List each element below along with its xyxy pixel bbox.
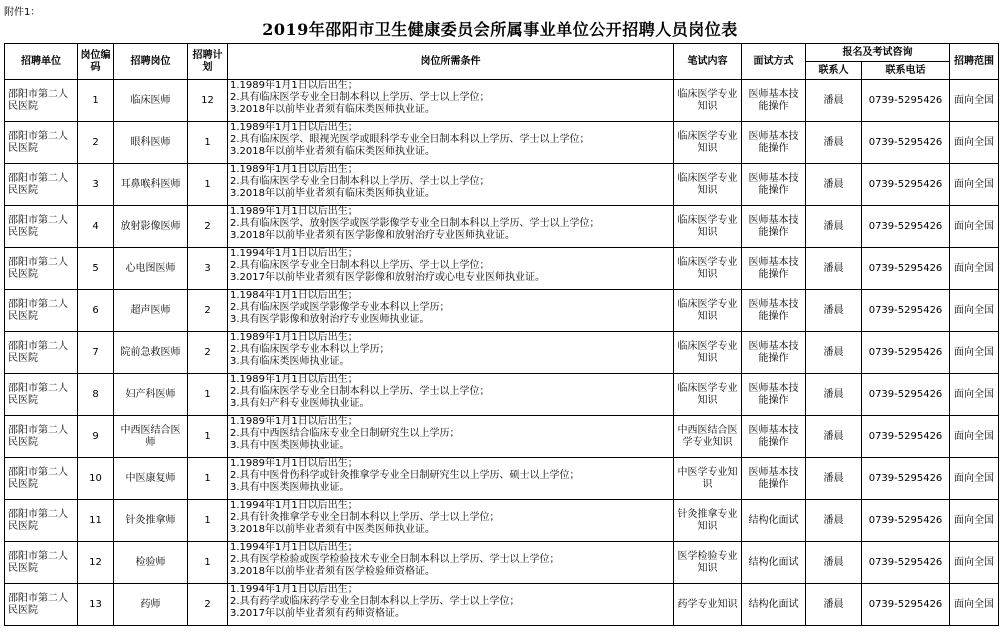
cell-plan: 1 (188, 458, 228, 500)
table-row (5, 458, 999, 500)
requirement-line: 3.具有妇产科专业医师执业证。 (230, 398, 370, 409)
cell-phone: 0739-5295426 (862, 290, 950, 332)
requirement-line: 2.具有医学检验或医学检验技术专业全日制本科以上学历、学士以上学位； (230, 554, 560, 565)
cell-requirements (228, 164, 674, 206)
cell-interview: 医师基本技能操作 (742, 122, 806, 164)
cell-interview: 结构化面试 (742, 500, 806, 542)
cell-unit: 邵阳市第二人民医院 (5, 332, 78, 374)
cell-code: 6 (78, 290, 114, 332)
cell-interview: 医师基本技能操作 (742, 416, 806, 458)
table-row (5, 542, 999, 584)
cell-phone: 0739-5295426 (862, 80, 950, 122)
table-row (5, 206, 999, 248)
header-plan: 招聘计划 (188, 44, 228, 80)
requirement-line: 3.2018年以前毕业者须有医学影像和放射治疗专业医师执业证。 (230, 230, 515, 241)
cell-interview: 医师基本技能操作 (742, 206, 806, 248)
requirement-line: 2.具有中西医结合临床专业全日制研究生以上学历； (230, 428, 460, 439)
cell-unit: 邵阳市第二人民医院 (5, 248, 78, 290)
cell-plan: 1 (188, 164, 228, 206)
table-row (5, 80, 999, 122)
table-row (5, 374, 999, 416)
cell-unit: 邵阳市第二人民医院 (5, 416, 78, 458)
cell-scope: 面向全国 (950, 332, 999, 374)
table-row (5, 332, 999, 374)
header-consult: 报名及考试咨询 (806, 44, 950, 62)
cell-unit: 邵阳市第二人民医院 (5, 542, 78, 584)
requirement-line: 1.1994年1月1日以后出生； (230, 542, 358, 553)
cell-unit: 邵阳市第二人民医院 (5, 500, 78, 542)
cell-written: 药学专业知识 (674, 584, 742, 626)
cell-contact: 潘晨 (806, 164, 862, 206)
cell-position: 耳鼻喉科医师 (114, 164, 188, 206)
cell-written: 临床医学专业知识 (674, 206, 742, 248)
cell-contact: 潘晨 (806, 206, 862, 248)
cell-written: 临床医学专业知识 (674, 290, 742, 332)
cell-code: 2 (78, 122, 114, 164)
requirement-line: 1.1989年1月1日以后出生； (230, 374, 358, 385)
cell-phone: 0739-5295426 (862, 584, 950, 626)
cell-plan: 3 (188, 248, 228, 290)
cell-written: 中西医结合医学专业知识 (674, 416, 742, 458)
cell-code: 10 (78, 458, 114, 500)
cell-plan: 1 (188, 416, 228, 458)
cell-contact: 潘晨 (806, 416, 862, 458)
header-requirements: 岗位所需条件 (228, 44, 674, 80)
cell-written: 临床医学专业知识 (674, 80, 742, 122)
cell-phone: 0739-5295426 (862, 122, 950, 164)
requirement-line: 3.2018年以前毕业者须有临床类医师执业证。 (230, 188, 435, 199)
requirement-line: 1.1989年1月1日以后出生； (230, 416, 358, 427)
cell-interview: 医师基本技能操作 (742, 458, 806, 500)
requirement-line: 2.具有临床医学、眼视光医学或眼科学专业全日制本科以上学历、学士以上学位； (230, 134, 590, 145)
header-position: 招聘岗位 (114, 44, 188, 80)
header-code: 岗位编码 (78, 44, 114, 80)
cell-interview: 结构化面试 (742, 584, 806, 626)
cell-scope: 面向全国 (950, 542, 999, 584)
cell-plan: 1 (188, 374, 228, 416)
requirement-line: 3.2017年以前毕业者须有医学影像和放射治疗或心电专业医师执业证。 (230, 272, 545, 283)
cell-interview: 医师基本技能操作 (742, 374, 806, 416)
cell-scope: 面向全国 (950, 374, 999, 416)
requirement-line: 1.1994年1月1日以后出生； (230, 500, 358, 511)
cell-requirements (228, 206, 674, 248)
cell-plan: 2 (188, 584, 228, 626)
cell-contact: 潘晨 (806, 458, 862, 500)
requirement-line: 3.2018年以前毕业者须有中医类医师执业证。 (230, 524, 435, 535)
cell-scope: 面向全国 (950, 458, 999, 500)
requirement-line: 3.具有医学影像和放射治疗专业医师执业证。 (230, 314, 430, 325)
table-row (5, 290, 999, 332)
cell-scope: 面向全国 (950, 80, 999, 122)
table-row (5, 584, 999, 626)
requirement-line: 2.具有临床医学专业全日制本科以上学历、学士以上学位； (230, 92, 490, 103)
cell-plan: 2 (188, 290, 228, 332)
requirement-line: 1.1989年1月1日以后出生； (230, 80, 358, 91)
requirement-line: 3.2017年以前毕业者须有药师资格证。 (230, 608, 405, 619)
positions-table (4, 43, 999, 626)
requirement-line: 1.1989年1月1日以后出生； (230, 122, 358, 133)
cell-position: 针灸推拿师 (114, 500, 188, 542)
cell-position: 临床医师 (114, 80, 188, 122)
requirement-line: 1.1989年1月1日以后出生； (230, 164, 358, 175)
header-row-1 (5, 44, 999, 62)
cell-written: 临床医学专业知识 (674, 164, 742, 206)
cell-plan: 1 (188, 122, 228, 164)
cell-code: 11 (78, 500, 114, 542)
cell-interview: 医师基本技能操作 (742, 164, 806, 206)
cell-requirements (228, 248, 674, 290)
cell-phone: 0739-5295426 (862, 374, 950, 416)
cell-scope: 面向全国 (950, 584, 999, 626)
requirement-line: 1.1994年1月1日以后出生； (230, 584, 358, 595)
cell-phone: 0739-5295426 (862, 458, 950, 500)
cell-code: 9 (78, 416, 114, 458)
table-row (5, 248, 999, 290)
cell-contact: 潘晨 (806, 122, 862, 164)
requirement-line: 1.1989年1月1日以后出生； (230, 206, 358, 217)
requirement-line: 1.1989年1月1日以后出生； (230, 332, 358, 343)
cell-written: 临床医学专业知识 (674, 248, 742, 290)
requirement-line: 2.具有临床医学、放射医学或医学影像学专业全日制本科以上学历、学士以上学位； (230, 218, 600, 229)
requirement-line: 2.具有针灸推拿学专业全日制本科以上学历、学士以上学位； (230, 512, 500, 523)
cell-scope: 面向全国 (950, 206, 999, 248)
cell-code: 4 (78, 206, 114, 248)
cell-scope: 面向全国 (950, 290, 999, 332)
requirement-line: 2.具有中医骨伤科学或针灸推拿学专业全日制研究生以上学历、硕士以上学位； (230, 470, 580, 481)
cell-phone: 0739-5295426 (862, 332, 950, 374)
table-row (5, 500, 999, 542)
requirement-line: 3.2018年以前毕业者须有临床类医师执业证。 (230, 146, 435, 157)
cell-requirements (228, 584, 674, 626)
cell-position: 心电图医师 (114, 248, 188, 290)
requirement-line: 2.具有临床医学专业本科以上学历； (230, 344, 390, 355)
cell-requirements (228, 290, 674, 332)
cell-requirements (228, 332, 674, 374)
cell-position: 眼科医师 (114, 122, 188, 164)
cell-interview: 医师基本技能操作 (742, 248, 806, 290)
cell-interview: 结构化面试 (742, 542, 806, 584)
header-phone: 联系电话 (862, 62, 950, 80)
cell-contact: 潘晨 (806, 248, 862, 290)
cell-written: 临床医学专业知识 (674, 122, 742, 164)
cell-contact: 潘晨 (806, 332, 862, 374)
cell-code: 12 (78, 542, 114, 584)
cell-position: 超声医师 (114, 290, 188, 332)
cell-code: 7 (78, 332, 114, 374)
cell-scope: 面向全国 (950, 416, 999, 458)
cell-phone: 0739-5295426 (862, 164, 950, 206)
cell-phone: 0739-5295426 (862, 248, 950, 290)
cell-requirements (228, 500, 674, 542)
cell-position: 妇产科医师 (114, 374, 188, 416)
cell-position: 中西医结合医师 (114, 416, 188, 458)
cell-position: 院前急救医师 (114, 332, 188, 374)
cell-contact: 潘晨 (806, 80, 862, 122)
requirement-line: 1.1989年1月1日以后出生； (230, 458, 358, 469)
requirement-line: 2.具有临床医学专业全日制本科以上学历、学士以上学位； (230, 176, 490, 187)
cell-unit: 邵阳市第二人民医院 (5, 290, 78, 332)
requirement-line: 1.1984年1月1日以后出生； (230, 290, 358, 301)
cell-unit: 邵阳市第二人民医院 (5, 584, 78, 626)
cell-code: 3 (78, 164, 114, 206)
cell-phone: 0739-5295426 (862, 416, 950, 458)
requirement-line: 2.具有临床医学专业全日制本科以上学历、学士以上学位； (230, 386, 490, 397)
cell-unit: 邵阳市第二人民医院 (5, 122, 78, 164)
cell-interview: 医师基本技能操作 (742, 290, 806, 332)
cell-plan: 2 (188, 332, 228, 374)
cell-requirements (228, 374, 674, 416)
page-title: 2019年邵阳市卫生健康委员会所属事业单位公开招聘人员岗位表 (262, 20, 738, 39)
cell-unit: 邵阳市第二人民医院 (5, 164, 78, 206)
cell-phone: 0739-5295426 (862, 542, 950, 584)
cell-requirements (228, 80, 674, 122)
requirement-line: 2.具有临床医学专业全日制本科以上学历、学士以上学位； (230, 260, 490, 271)
cell-requirements (228, 542, 674, 584)
cell-written: 临床医学专业知识 (674, 332, 742, 374)
cell-position: 中医康复师 (114, 458, 188, 500)
cell-phone: 0739-5295426 (862, 500, 950, 542)
cell-plan: 12 (188, 80, 228, 122)
cell-scope: 面向全国 (950, 500, 999, 542)
table-body (5, 80, 999, 626)
cell-requirements (228, 122, 674, 164)
cell-requirements (228, 458, 674, 500)
cell-scope: 面向全国 (950, 122, 999, 164)
cell-requirements (228, 416, 674, 458)
cell-scope: 面向全国 (950, 248, 999, 290)
cell-unit: 邵阳市第二人民医院 (5, 80, 78, 122)
cell-interview: 医师基本技能操作 (742, 80, 806, 122)
cell-unit: 邵阳市第二人民医院 (5, 206, 78, 248)
cell-scope: 面向全国 (950, 164, 999, 206)
cell-position: 放射影像医师 (114, 206, 188, 248)
attachment-label: 附件1： (4, 7, 41, 18)
cell-contact: 潘晨 (806, 500, 862, 542)
cell-code: 5 (78, 248, 114, 290)
cell-code: 1 (78, 80, 114, 122)
cell-position: 药师 (114, 584, 188, 626)
cell-contact: 潘晨 (806, 584, 862, 626)
cell-interview: 医师基本技能操作 (742, 332, 806, 374)
requirement-line: 3.2018年以前毕业者须有医学检验师资格证。 (230, 566, 435, 577)
requirement-line: 3.具有中医类医师执业证。 (230, 482, 350, 493)
table-row (5, 416, 999, 458)
requirement-line: 2.具有临床医学或医学影像学专业本科以上学历； (230, 302, 450, 313)
requirement-line: 3.具有中医类医师执业证。 (230, 440, 350, 451)
requirement-line: 2.具有药学或临床药学专业全日制本科以上学历、学士以上学位； (230, 596, 520, 607)
cell-plan: 1 (188, 542, 228, 584)
requirement-line: 1.1994年1月1日以后出生； (230, 248, 358, 259)
header-unit: 招聘单位 (5, 44, 78, 80)
requirement-line: 3.2018年以前毕业者须有临床类医师执业证。 (230, 104, 435, 115)
cell-contact: 潘晨 (806, 542, 862, 584)
header-scope: 招聘范围 (950, 44, 999, 80)
cell-code: 13 (78, 584, 114, 626)
cell-unit: 邵阳市第二人民医院 (5, 374, 78, 416)
requirement-line: 3.具有临床类医师执业证。 (230, 356, 350, 367)
table-row (5, 164, 999, 206)
cell-phone: 0739-5295426 (862, 206, 950, 248)
cell-written: 中医学专业知识 (674, 458, 742, 500)
header-contact: 联系人 (806, 62, 862, 80)
cell-position: 检验师 (114, 542, 188, 584)
header-written: 笔试内容 (674, 44, 742, 80)
table-row (5, 122, 999, 164)
cell-unit: 邵阳市第二人民医院 (5, 458, 78, 500)
cell-contact: 潘晨 (806, 374, 862, 416)
cell-plan: 2 (188, 206, 228, 248)
cell-written: 医学检验专业知识 (674, 542, 742, 584)
cell-code: 8 (78, 374, 114, 416)
cell-written: 临床医学专业知识 (674, 374, 742, 416)
header-interview: 面试方式 (742, 44, 806, 80)
cell-contact: 潘晨 (806, 290, 862, 332)
cell-plan: 1 (188, 500, 228, 542)
cell-written: 针灸推拿专业知识 (674, 500, 742, 542)
